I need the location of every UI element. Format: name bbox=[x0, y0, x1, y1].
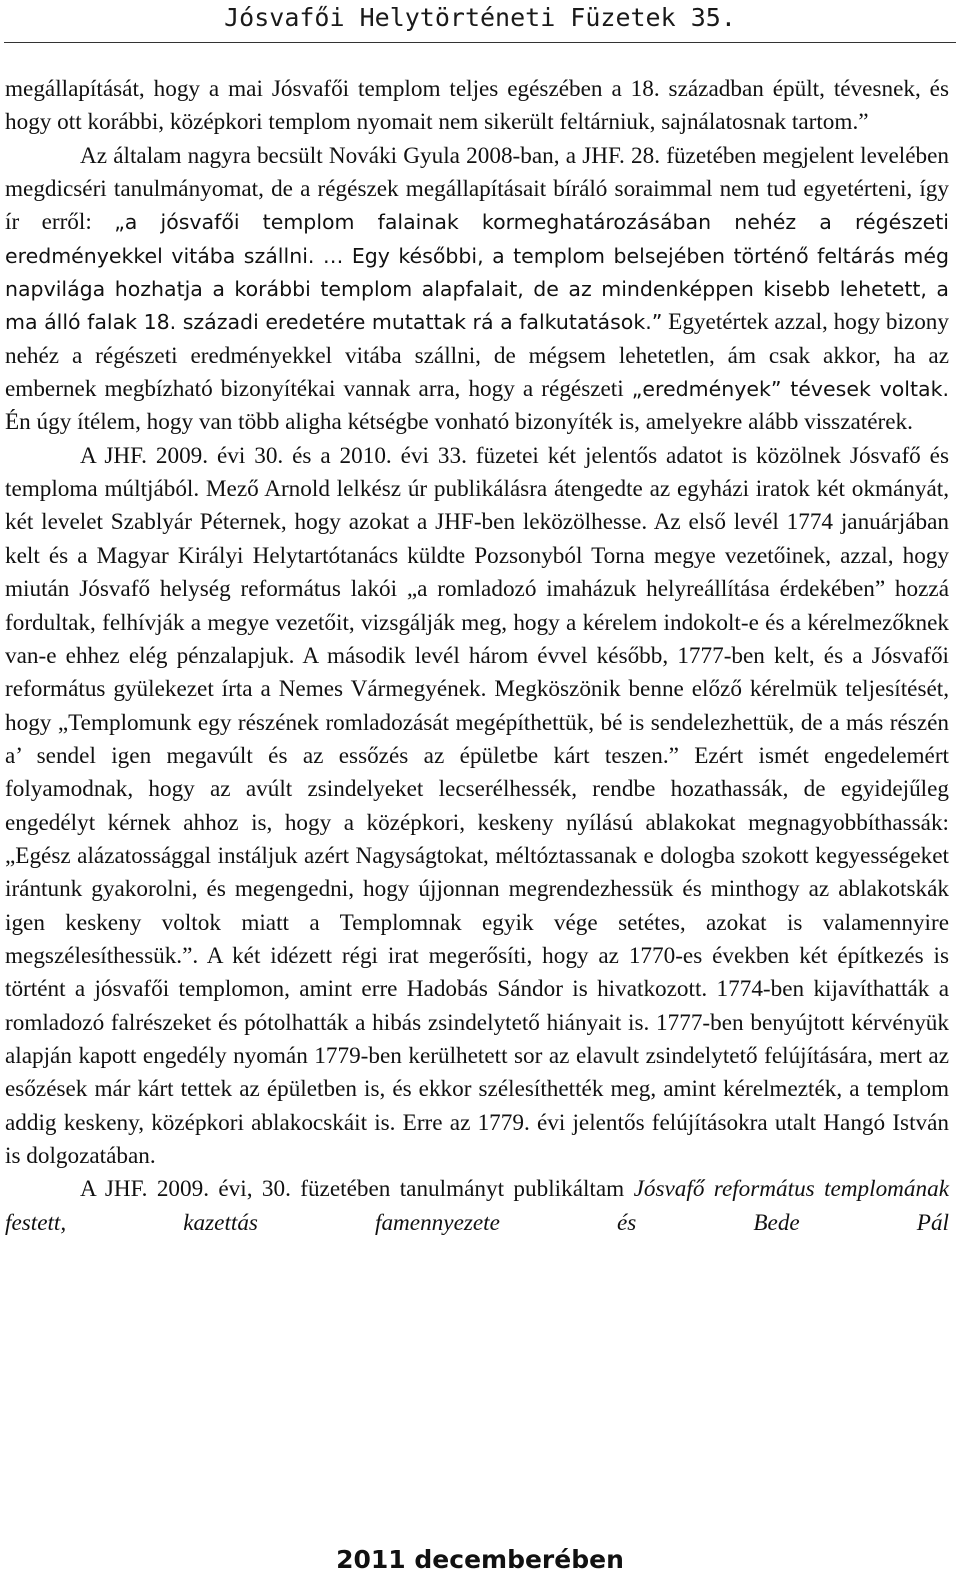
paragraph bbox=[5, 73, 949, 140]
paragraph bbox=[5, 1173, 949, 1240]
running-header: Jósvafői Helytörténeti Füzetek 35. bbox=[224, 3, 736, 32]
body-text bbox=[5, 73, 949, 1240]
quoted-text: „eredmények” tévesek voltak. bbox=[631, 377, 949, 402]
paragraph bbox=[5, 140, 949, 440]
text-run: megállapítását, hogy a mai Jósvafői templom teljes egészében a 18. században épült, tévesnek, és hogy ott korábbi, középkori templom nyomait nem sikerült feltárniuk, sajnálatosnak tartom.” bbox=[5, 76, 949, 136]
text-run: Az általam nagyra becsült Nováki Gyula 2008-ban, a JHF. 28. füzetében megjelent levelében megdicséri tanulmányomat, de a régészek megállapításait bíráló soraimmal nem tud egyetérteni, így ír erről: bbox=[5, 142, 949, 236]
text-run: Én úgy ítélem, hogy van több aligha kétségbe vonható bizonyíték is, amelyekre alább visszatérek. bbox=[5, 409, 913, 436]
page-footer: 2011 decemberében bbox=[336, 1545, 624, 1574]
text-run: A JHF. 2009. évi, 30. füzetében tanulmányt publikáltam bbox=[80, 1176, 634, 1203]
header-divider bbox=[4, 42, 956, 43]
paragraph bbox=[5, 440, 949, 1174]
quoted-text: „a jósvafői templom falainak kormeghatározásában nehéz a régészeti eredményekkel vitába szállni. … Egy későbbi, a templom belsejében történő feltárás még napvilága hozhatja a korábbi templom alapfalait, de az mindenképpen kisebb lehetett, a ma álló falak 18. századi eredetére mutattak rá a falkutatások.” bbox=[5, 210, 949, 335]
text-run: A JHF. 2009. évi 30. és a 2010. évi 33. füzetei két jelentős adatot is közölnek Jósvafő és temploma múltjából. Mező Arnold lelkész úr publikálásra átengedte az egyházi iratok két okmányát, két levelet Szablyár Péternek, hogy azokat a JHF-ben leközölhesse. Az első levél 1774 januárjában kelt és a Magyar Királyi Helytartótanács küldte Pozsonyból Torna megye vezetőinek, azzal, hogy miután Jósvafő helység református lakói „a romladozó imaházuk helyreállítása érdekében” hozzá fordultak, felhívják a megye vezetőit, vizsgálják meg, hogy a kérelem indokolt-e és a kérelmezőknek van-e ehhez elég pénzalapjuk. A második levél három évvel később, 1777-ben kelt, és a Jósvafői református gyülekezet írta a Nemes Vármegyének. Megköszönik benne előző kérelmük teljesítését, hogy „Templomunk egy részének romladozását megépíthettük, bé is sendelezhettük, de a más részén a’ sendel igen megavúlt és az essőzés az épületbe kárt teszen.” Ezért ismét engedelemért folyamodnak, hogy az avúlt zsindelyeket lecserélhessék, rendbe hozathassák, de egyidejűleg engedélyt kérnek ahhoz is, hogy a középkori, keskeny nyílású ablakokat megnagyobbíthassák: „Egész alázatossággal instáljuk azért Nagyságtokat, méltóztassanak e dologba szokott kegyességeket irántunk gyakorolni, és megengedni, hogy újjonnan megrendezhessük és minthogy az ablakotskák igen keskeny voltok miatt a Templomnak egyik vége setétes, azokat is valamennyire megszélesíthessük.”. A két idézett régi irat megerősíti, hogy az 1770-es években két építkezés is történt a jósvafői templomon, amint erre Hadobás Sándor is hivatkozott. 1774-ben kijavíthatták a romladozó falrészeket és pótolhatták a hibás zsindelytető hiányait is. 1777-ben benyújtott kérvényük alapján kapott engedély nyomán 1779-ben kerülhetett sor az elavult zsindelytető felújítására, mert az esőzések már kárt tettek az épületben is, és ekkor szélesíthették meg, amint kérelmezték, a templom addig keskeny, középkori ablakocskáit is. Erre az 1779. évi jelentős felújításokra utalt Hangó István is dolgozatában. bbox=[5, 442, 949, 1169]
text-run: Egyetértek azzal, hogy bizony nehéz a régészeti eredményekkel vitába szállni, de mégsem lehetetlen, ám csak akkor, ha az embernek megbízható bizonyítékai vannak arra, hogy a régészeti bbox=[5, 309, 949, 403]
italic-title: Jósvafő református templomának festett, kazettás famennyezete és Bede Pál bbox=[5, 1176, 950, 1236]
